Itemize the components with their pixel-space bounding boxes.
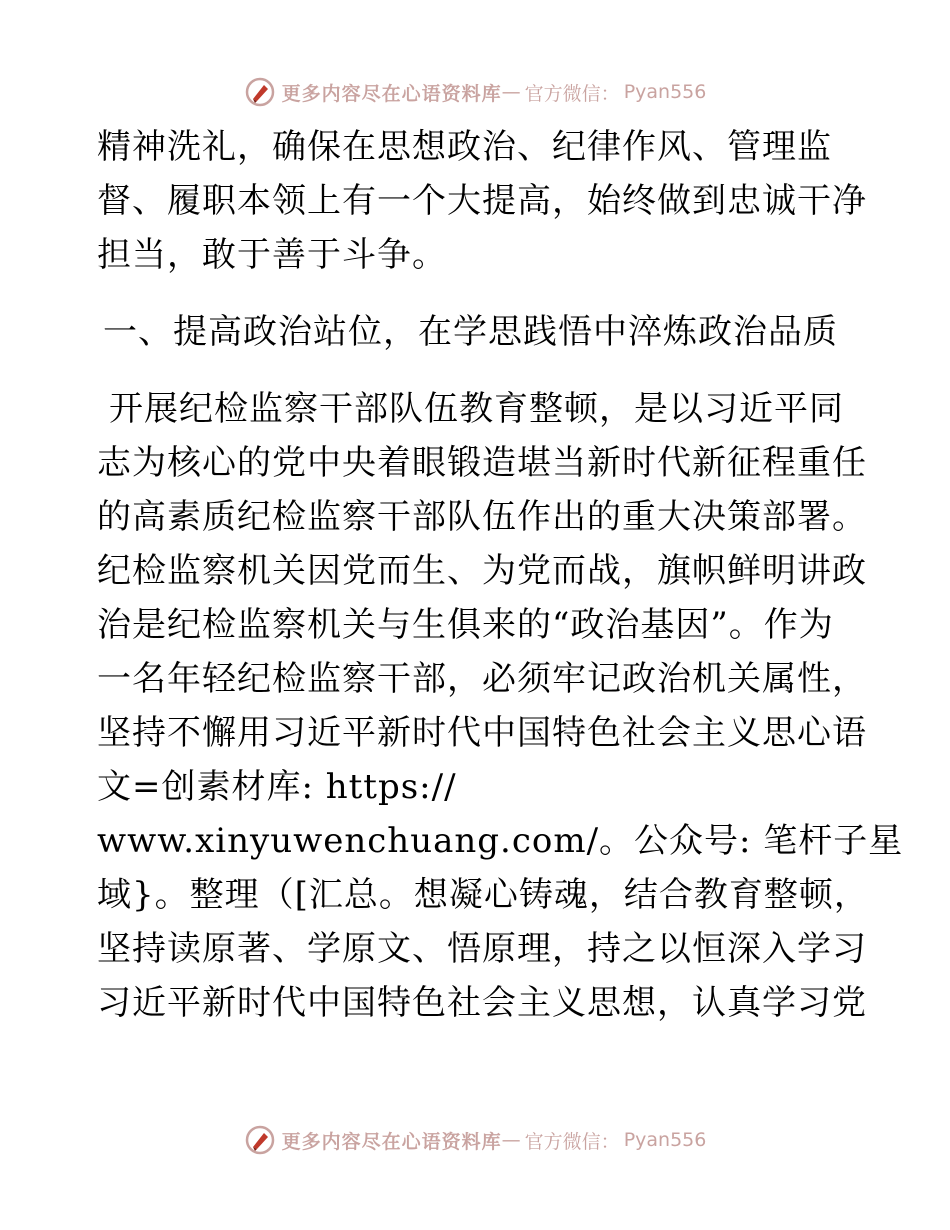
body-line: 开展纪检监察干部队伍教育整顿，是以习近平同 bbox=[109, 389, 844, 429]
body-line: www.xinyuwenchuang.com/。公众号: 笔杆子星 bbox=[97, 821, 904, 861]
document-body bbox=[97, 120, 904, 1030]
pen-nib-logo-icon bbox=[244, 76, 276, 108]
body-line: 的高素质纪检监察干部队伍作出的重大决策部署。 bbox=[97, 497, 867, 537]
body-line: 督、履职本领上有一个大提高，始终做到忠诚干净 bbox=[97, 181, 867, 221]
body-line: 一名年轻纪检监察干部，必须牢记政治机关属性， bbox=[97, 659, 867, 699]
pen-nib-logo-icon bbox=[244, 1124, 276, 1156]
watermark-main-text: 更多内容尽在心语资料库 bbox=[281, 1130, 502, 1153]
footer-watermark bbox=[0, 1120, 950, 1160]
body-line: 坚持不懈用习近平新时代中国特色社会主义思心语 bbox=[97, 713, 867, 753]
body-line: 担当，敢于善于斗争。 bbox=[97, 235, 447, 275]
watermark-main-text: 更多内容尽在心语资料库 bbox=[281, 82, 502, 105]
body-line: 纪检监察机关因党而生、为党而战，旗帜鲜明讲政 bbox=[97, 551, 867, 591]
body-line: 坚持读原著、学原文、悟原理，持之以恒深入学习 bbox=[97, 929, 867, 969]
body-line: 域}。整理（[汇总。想凝心铸魂，结合教育整顿， bbox=[97, 875, 869, 915]
header-watermark bbox=[0, 72, 950, 112]
watermark-label: 官方微信： bbox=[524, 1130, 620, 1153]
body-line: 文=创素材库: https:// bbox=[97, 767, 457, 807]
body-line: 治是纪检监察机关与生俱来的“政治基因”。作为 bbox=[97, 605, 834, 645]
body-line: 习近平新时代中国特色社会主义思想，认真学习党 bbox=[97, 983, 867, 1023]
body-line: 志为核心的党中央着眼锻造堪当新时代新征程重任 bbox=[97, 443, 867, 483]
watermark-wechat-id: Pyan556 bbox=[623, 81, 707, 103]
section-heading: 一、提高政治站位，在学思践悟中淬炼政治品质 bbox=[103, 312, 838, 352]
watermark-label: 官方微信： bbox=[524, 82, 620, 105]
watermark-separator: — bbox=[501, 81, 521, 103]
watermark-wechat-id: Pyan556 bbox=[623, 1129, 707, 1151]
body-line: 精神洗礼，确保在思想政治、纪律作风、管理监 bbox=[97, 127, 832, 167]
watermark-separator: — bbox=[501, 1129, 521, 1151]
